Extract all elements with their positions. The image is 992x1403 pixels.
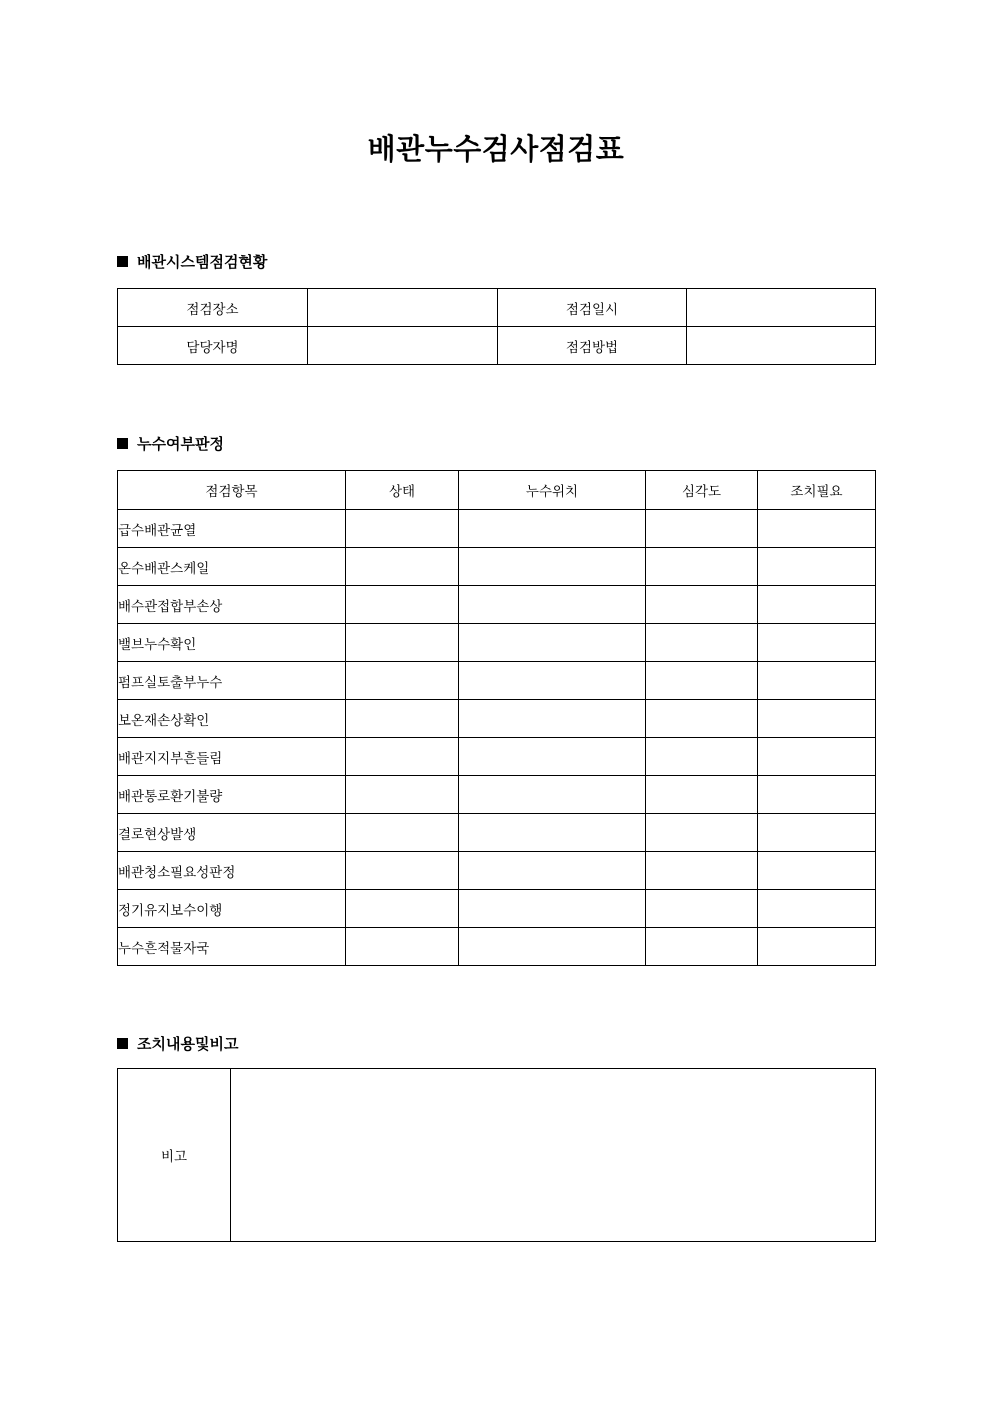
section-heading-system-status — [117, 251, 267, 272]
cell-severity[interactable] — [646, 624, 758, 662]
cell-leak-location[interactable] — [459, 510, 646, 548]
square-bullet-icon — [117, 256, 128, 267]
table-remarks — [117, 1068, 876, 1242]
cell-status[interactable] — [346, 928, 459, 966]
cell-action-required[interactable] — [758, 738, 876, 776]
table-header-row — [118, 471, 876, 510]
cell-severity[interactable] — [646, 928, 758, 966]
square-bullet-icon — [117, 438, 128, 449]
cell-item: 배관통로환기불량 — [118, 776, 346, 814]
cell-severity[interactable] — [646, 890, 758, 928]
cell-item: 배관지지부흔들림 — [118, 738, 346, 776]
cell-severity[interactable] — [646, 814, 758, 852]
table-row — [118, 624, 876, 662]
cell-leak-location[interactable] — [459, 738, 646, 776]
cell-item: 누수흔적물자국 — [118, 928, 346, 966]
cell-status[interactable] — [346, 624, 459, 662]
cell-item: 배수관접합부손상 — [118, 586, 346, 624]
cell-status[interactable] — [346, 662, 459, 700]
cell-item: 배관청소필요성판정 — [118, 852, 346, 890]
field-inspector-name[interactable] — [308, 327, 498, 365]
cell-leak-location[interactable] — [459, 662, 646, 700]
section-heading-actions-remarks — [117, 1033, 238, 1054]
cell-action-required[interactable] — [758, 852, 876, 890]
label-inspection-datetime: 점검일시 — [498, 289, 687, 327]
cell-leak-location[interactable] — [459, 852, 646, 890]
cell-status[interactable] — [346, 738, 459, 776]
cell-status[interactable] — [346, 776, 459, 814]
cell-leak-location[interactable] — [459, 586, 646, 624]
cell-action-required[interactable] — [758, 548, 876, 586]
table-row — [118, 662, 876, 700]
cell-leak-location[interactable] — [459, 814, 646, 852]
cell-action-required[interactable] — [758, 586, 876, 624]
cell-severity[interactable] — [646, 510, 758, 548]
cell-severity[interactable] — [646, 776, 758, 814]
cell-leak-location[interactable] — [459, 928, 646, 966]
cell-leak-location[interactable] — [459, 776, 646, 814]
table-leak-determination — [117, 470, 876, 966]
cell-status[interactable] — [346, 890, 459, 928]
table-row — [118, 738, 876, 776]
cell-severity[interactable] — [646, 852, 758, 890]
cell-severity[interactable] — [646, 738, 758, 776]
field-inspection-datetime[interactable] — [687, 289, 876, 327]
table-row — [118, 776, 876, 814]
label-inspector-name: 담당자명 — [118, 327, 308, 365]
cell-action-required[interactable] — [758, 890, 876, 928]
table-row — [118, 1069, 876, 1242]
cell-item: 보온재손상확인 — [118, 700, 346, 738]
cell-action-required[interactable] — [758, 700, 876, 738]
column-header-action-required: 조치필요 — [758, 471, 876, 510]
cell-severity[interactable] — [646, 662, 758, 700]
table-row — [118, 928, 876, 966]
table-row — [118, 890, 876, 928]
cell-item: 밸브누수확인 — [118, 624, 346, 662]
cell-item: 결로현상발생 — [118, 814, 346, 852]
cell-item: 정기유지보수이행 — [118, 890, 346, 928]
table-row — [118, 327, 876, 365]
column-header-leak-location: 누수위치 — [459, 471, 646, 510]
section-heading-label: 누수여부판정 — [137, 436, 224, 453]
table-row — [118, 510, 876, 548]
table-row — [118, 586, 876, 624]
cell-status[interactable] — [346, 814, 459, 852]
cell-action-required[interactable] — [758, 662, 876, 700]
field-inspection-location[interactable] — [308, 289, 498, 327]
field-remarks[interactable] — [231, 1069, 876, 1242]
cell-action-required[interactable] — [758, 776, 876, 814]
cell-status[interactable] — [346, 700, 459, 738]
cell-status[interactable] — [346, 852, 459, 890]
cell-action-required[interactable] — [758, 928, 876, 966]
section-heading-label: 배관시스템점검현황 — [137, 254, 268, 271]
cell-leak-location[interactable] — [459, 548, 646, 586]
label-inspection-method: 점검방법 — [498, 327, 687, 365]
cell-status[interactable] — [346, 586, 459, 624]
column-header-item: 점검항목 — [118, 471, 346, 510]
cell-item: 급수배관균열 — [118, 510, 346, 548]
cell-action-required[interactable] — [758, 814, 876, 852]
page-title: 배관누수검사점검표 — [367, 134, 625, 166]
cell-item: 온수배관스케일 — [118, 548, 346, 586]
cell-severity[interactable] — [646, 548, 758, 586]
column-header-severity: 심각도 — [646, 471, 758, 510]
section-heading-label: 조치내용및비고 — [137, 1036, 239, 1053]
cell-action-required[interactable] — [758, 624, 876, 662]
column-header-status: 상태 — [346, 471, 459, 510]
cell-leak-location[interactable] — [459, 624, 646, 662]
label-remarks: 비고 — [118, 1069, 231, 1242]
section-heading-leak-determination — [117, 433, 224, 454]
table-row — [118, 814, 876, 852]
table-row — [118, 700, 876, 738]
cell-item: 펌프실토출부누수 — [118, 662, 346, 700]
cell-status[interactable] — [346, 548, 459, 586]
cell-severity[interactable] — [646, 700, 758, 738]
table-row — [118, 852, 876, 890]
table-row — [118, 548, 876, 586]
table-row — [118, 289, 876, 327]
cell-leak-location[interactable] — [459, 700, 646, 738]
cell-leak-location[interactable] — [459, 890, 646, 928]
label-inspection-location: 점검장소 — [118, 289, 308, 327]
table-system-status — [117, 288, 876, 365]
cell-action-required[interactable] — [758, 510, 876, 548]
cell-severity[interactable] — [646, 586, 758, 624]
square-bullet-icon — [117, 1038, 128, 1049]
field-inspection-method[interactable] — [687, 327, 876, 365]
cell-status[interactable] — [346, 510, 459, 548]
